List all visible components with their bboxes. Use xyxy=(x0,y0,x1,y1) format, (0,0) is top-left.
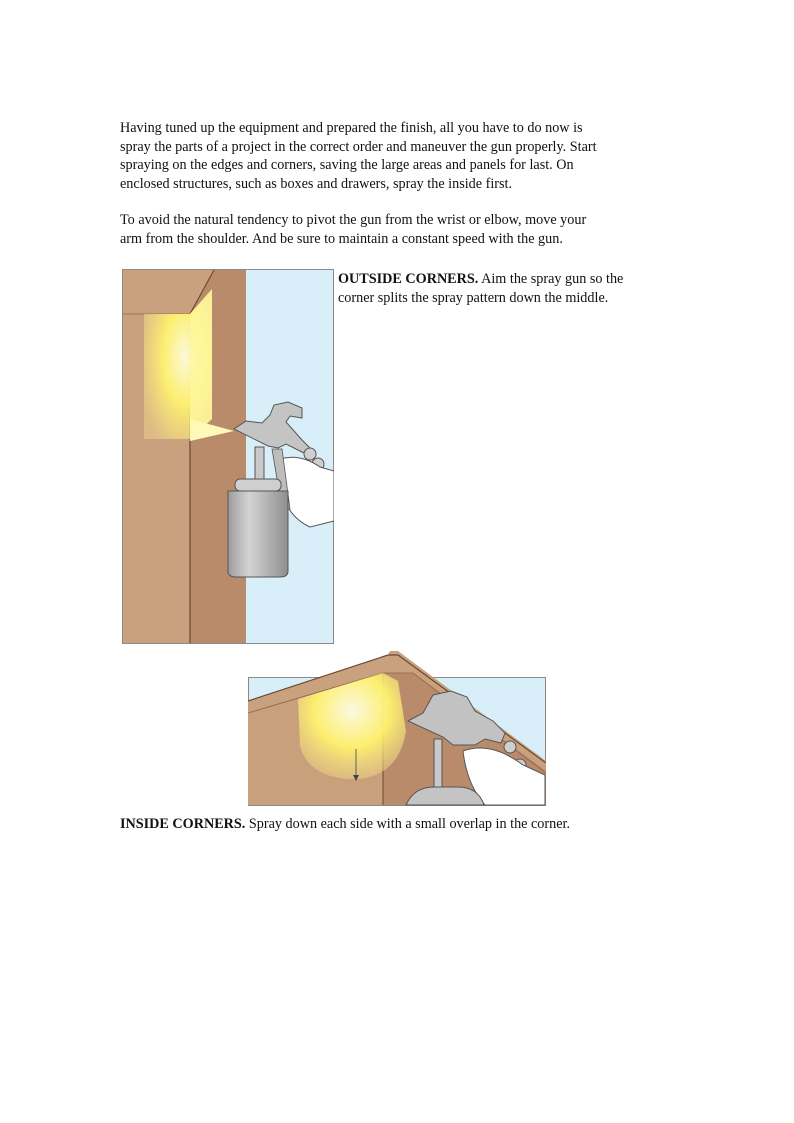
intro-p2-line-2: arm from the shoulder. And be sure to maintain a constant speed with the gun. xyxy=(120,230,563,247)
outside-corner-drawing xyxy=(122,269,334,644)
intro-paragraph-1 xyxy=(120,119,680,193)
outside-corners-heading: OUTSIDE CORNERS. xyxy=(338,271,479,287)
inside-corner-illustration xyxy=(248,651,546,806)
inside-corner-drawing xyxy=(248,651,546,806)
intro-p1-line-4: enclosed structures, such as boxes and drawers, spray the inside first. xyxy=(120,175,513,192)
intro-p1-line-1: Having tuned up the equipment and prepared the finish, all you have to do now is xyxy=(120,120,583,136)
outside-corners-text-1: Aim the spray gun so the xyxy=(478,271,624,287)
outside-corners-text-2: corner splits the spray pattern down the middle. xyxy=(338,289,609,306)
inside-corners-heading: INSIDE CORNERS. xyxy=(120,816,246,832)
intro-p1-line-2: spray the parts of a project in the correct order and maneuver the gun properly. Start xyxy=(120,138,597,155)
intro-p2-line-1: To avoid the natural tendency to pivot the gun from the wrist or elbow, move your xyxy=(120,212,587,228)
inside-corners-caption xyxy=(120,815,720,834)
outside-corner-illustration xyxy=(122,269,334,644)
outside-corners-caption xyxy=(338,270,683,307)
inside-corners-text: Spray down each side with a small overlap in the corner. xyxy=(245,816,571,832)
intro-paragraph-2 xyxy=(120,211,680,248)
intro-p1-line-3: spraying on the edges and corners, saving the large areas and panels for last. On xyxy=(120,157,574,173)
